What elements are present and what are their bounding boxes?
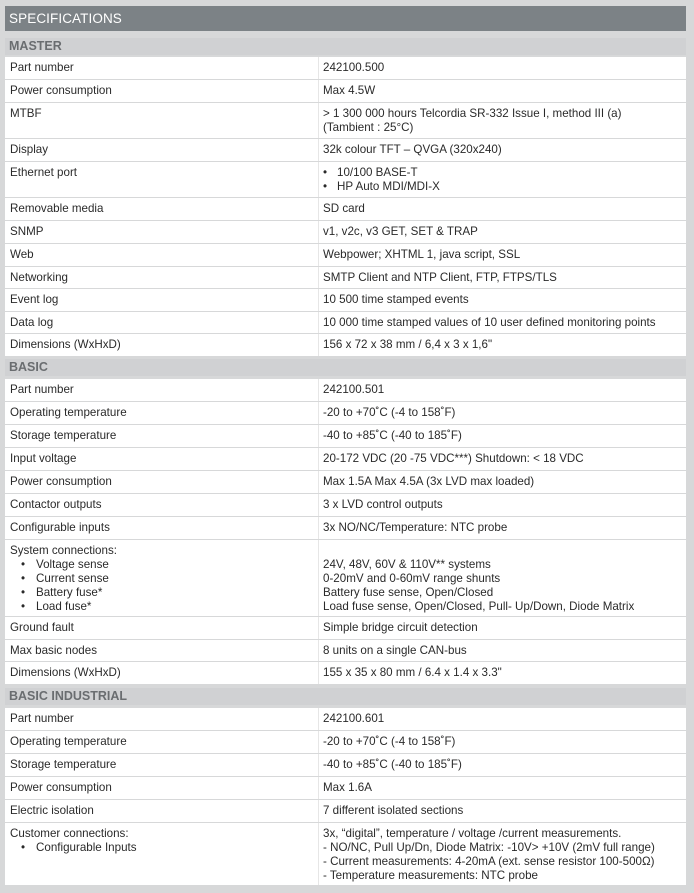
list-item: • 10/100 BASE-T bbox=[323, 166, 683, 180]
spec-label: Power consumption bbox=[10, 84, 112, 97]
spec-label: Dimensions (WxHxD) bbox=[10, 338, 121, 351]
spec-row bbox=[5, 289, 686, 311]
spec-row bbox=[5, 471, 686, 493]
spec-value: 10 000 time stamped values of 10 user defined monitoring points bbox=[323, 316, 656, 329]
spec-label: Storage temperature bbox=[10, 758, 117, 771]
spec-label: Dimensions (WxHxD) bbox=[10, 666, 121, 679]
spec-row bbox=[5, 103, 686, 138]
section-header-basic: BASIC bbox=[5, 359, 686, 376]
spec-value: 3x, “digital”, temperature / voltage /current measurements. - NO/NC, Pull Up/Dn, Diode Matrix: -10V> +10V (2mV full range) - Current measurements: 4-20mA (ext. sense resistor 100-500Ω) - Temperature measurements: NTC probe bbox=[323, 827, 655, 882]
spec-value: 32k colour TFT – QVGA (320x240) bbox=[323, 143, 502, 156]
spec-label: Power consumption bbox=[10, 781, 112, 794]
spec-label: Networking bbox=[10, 271, 68, 284]
list-item: • Voltage sense bbox=[10, 558, 310, 572]
spec-row bbox=[5, 139, 686, 161]
spec-value: 24V, 48V, 60V & 110V** systems 0-20mV and 0-60mV range shunts Battery fuse sense, Open/Closed Load fuse sense, Open/Closed, Pull- Up/Down, Diode Matrix bbox=[323, 558, 635, 613]
spec-value: Simple bridge circuit detection bbox=[323, 621, 478, 634]
spec-label: Ground fault bbox=[10, 621, 74, 634]
spec-value: 242100.501 bbox=[323, 383, 385, 396]
spec-label: Customer connections: • Configurable Inputs bbox=[10, 827, 310, 855]
spec-value: Max 1.6A bbox=[323, 781, 372, 794]
spec-value: Max 1.5A Max 4.5A (3x LVD max loaded) bbox=[323, 475, 535, 488]
spec-row bbox=[5, 708, 686, 730]
spec-value: 242100.500 bbox=[323, 61, 385, 74]
list-item: • Current sense bbox=[10, 572, 310, 586]
spec-value: -40 to +85˚C (-40 to 185˚F) bbox=[323, 429, 462, 442]
spec-value bbox=[323, 166, 683, 194]
spec-label: Data log bbox=[10, 316, 54, 329]
spec-value: v1, v2c, v3 GET, SET & TRAP bbox=[323, 225, 478, 238]
spec-label: SNMP bbox=[10, 225, 44, 238]
spec-label: Max basic nodes bbox=[10, 644, 97, 657]
spec-value: 20-172 VDC (20 -75 VDC***) Shutdown: < 18 VDC bbox=[323, 452, 584, 465]
spec-value: Webpower; XHTML 1, java script, SSL bbox=[323, 248, 521, 261]
spec-label: Part number bbox=[10, 61, 74, 74]
spec-label: Storage temperature bbox=[10, 429, 117, 442]
list-item: • HP Auto MDI/MDI-X bbox=[323, 180, 683, 194]
spec-label: Removable media bbox=[10, 202, 104, 215]
spec-row bbox=[5, 221, 686, 243]
spec-label: Event log bbox=[10, 293, 59, 306]
spec-value: > 1 300 000 hours Telcordia SR-332 Issue I, method III (a) (Tambient : 25°C) bbox=[323, 107, 622, 134]
spec-value: 7 different isolated sections bbox=[323, 804, 464, 817]
list-item: • Load fuse* bbox=[10, 600, 310, 614]
spec-value: 3x NO/NC/Temperature: NTC probe bbox=[323, 521, 508, 534]
specifications-title: SPECIFICATIONS bbox=[5, 6, 686, 31]
spec-value: -20 to +70˚C (-4 to 158˚F) bbox=[323, 735, 456, 748]
spec-label: Contactor outputs bbox=[10, 498, 102, 511]
spec-row bbox=[5, 425, 686, 447]
spec-value: 3 x LVD control outputs bbox=[323, 498, 443, 511]
spec-label: Power consumption bbox=[10, 475, 112, 488]
spec-label: Input voltage bbox=[10, 452, 77, 465]
spec-label: Operating temperature bbox=[10, 735, 127, 748]
spec-row bbox=[5, 777, 686, 799]
spec-value: 155 x 35 x 80 mm / 6.4 x 1.4 x 3.3" bbox=[323, 666, 502, 679]
spec-label: Part number bbox=[10, 383, 74, 396]
spec-row bbox=[5, 800, 686, 822]
spec-value: SMTP Client and NTP Client, FTP, FTPS/TLS bbox=[323, 271, 557, 284]
spec-row bbox=[5, 494, 686, 516]
spec-row bbox=[5, 198, 686, 220]
spec-value: SD card bbox=[323, 202, 365, 215]
spec-row bbox=[5, 617, 686, 639]
spec-row bbox=[5, 662, 686, 684]
spec-row bbox=[5, 640, 686, 661]
spec-value: 156 x 72 x 38 mm / 6,4 x 3 x 1,6" bbox=[323, 338, 493, 351]
spec-row bbox=[5, 162, 686, 197]
spec-label: MTBF bbox=[10, 107, 42, 120]
spec-row bbox=[5, 244, 686, 266]
spec-label: Electric isolation bbox=[10, 804, 94, 817]
spec-row bbox=[5, 312, 686, 333]
spec-value: -40 to +85˚C (-40 to 185˚F) bbox=[323, 758, 462, 771]
spec-row bbox=[5, 731, 686, 753]
list-item: • Configurable Inputs bbox=[10, 841, 310, 855]
spec-value: 10 500 time stamped events bbox=[323, 293, 469, 306]
spec-label: Operating temperature bbox=[10, 406, 127, 419]
spec-row bbox=[5, 448, 686, 470]
spec-row bbox=[5, 517, 686, 539]
spec-value: Max 4.5W bbox=[323, 84, 376, 97]
spec-value: 8 units on a single CAN-bus bbox=[323, 644, 467, 657]
spec-label: Configurable inputs bbox=[10, 521, 110, 534]
spec-row bbox=[5, 57, 686, 79]
section-header-basic-industrial: BASIC INDUSTRIAL bbox=[5, 688, 686, 705]
spec-row bbox=[5, 540, 686, 616]
spec-row bbox=[5, 334, 686, 356]
spec-value: 242100.601 bbox=[323, 712, 385, 725]
spec-value: -20 to +70˚C (-4 to 158˚F) bbox=[323, 406, 456, 419]
spec-row bbox=[5, 80, 686, 102]
spec-row bbox=[5, 402, 686, 424]
spec-row bbox=[5, 754, 686, 776]
spec-row bbox=[5, 379, 686, 401]
spec-label: Web bbox=[10, 248, 34, 261]
list-item: • Battery fuse* bbox=[10, 586, 310, 600]
spec-label: System connections: • Voltage sense • Current sense • Battery fuse* • Load fuse* bbox=[10, 544, 310, 614]
spec-row bbox=[5, 823, 686, 885]
spec-row bbox=[5, 267, 686, 288]
spec-label: Display bbox=[10, 143, 49, 156]
spec-label: Part number bbox=[10, 712, 74, 725]
section-header-master: MASTER bbox=[5, 38, 686, 55]
spec-label: Ethernet port bbox=[10, 166, 78, 179]
